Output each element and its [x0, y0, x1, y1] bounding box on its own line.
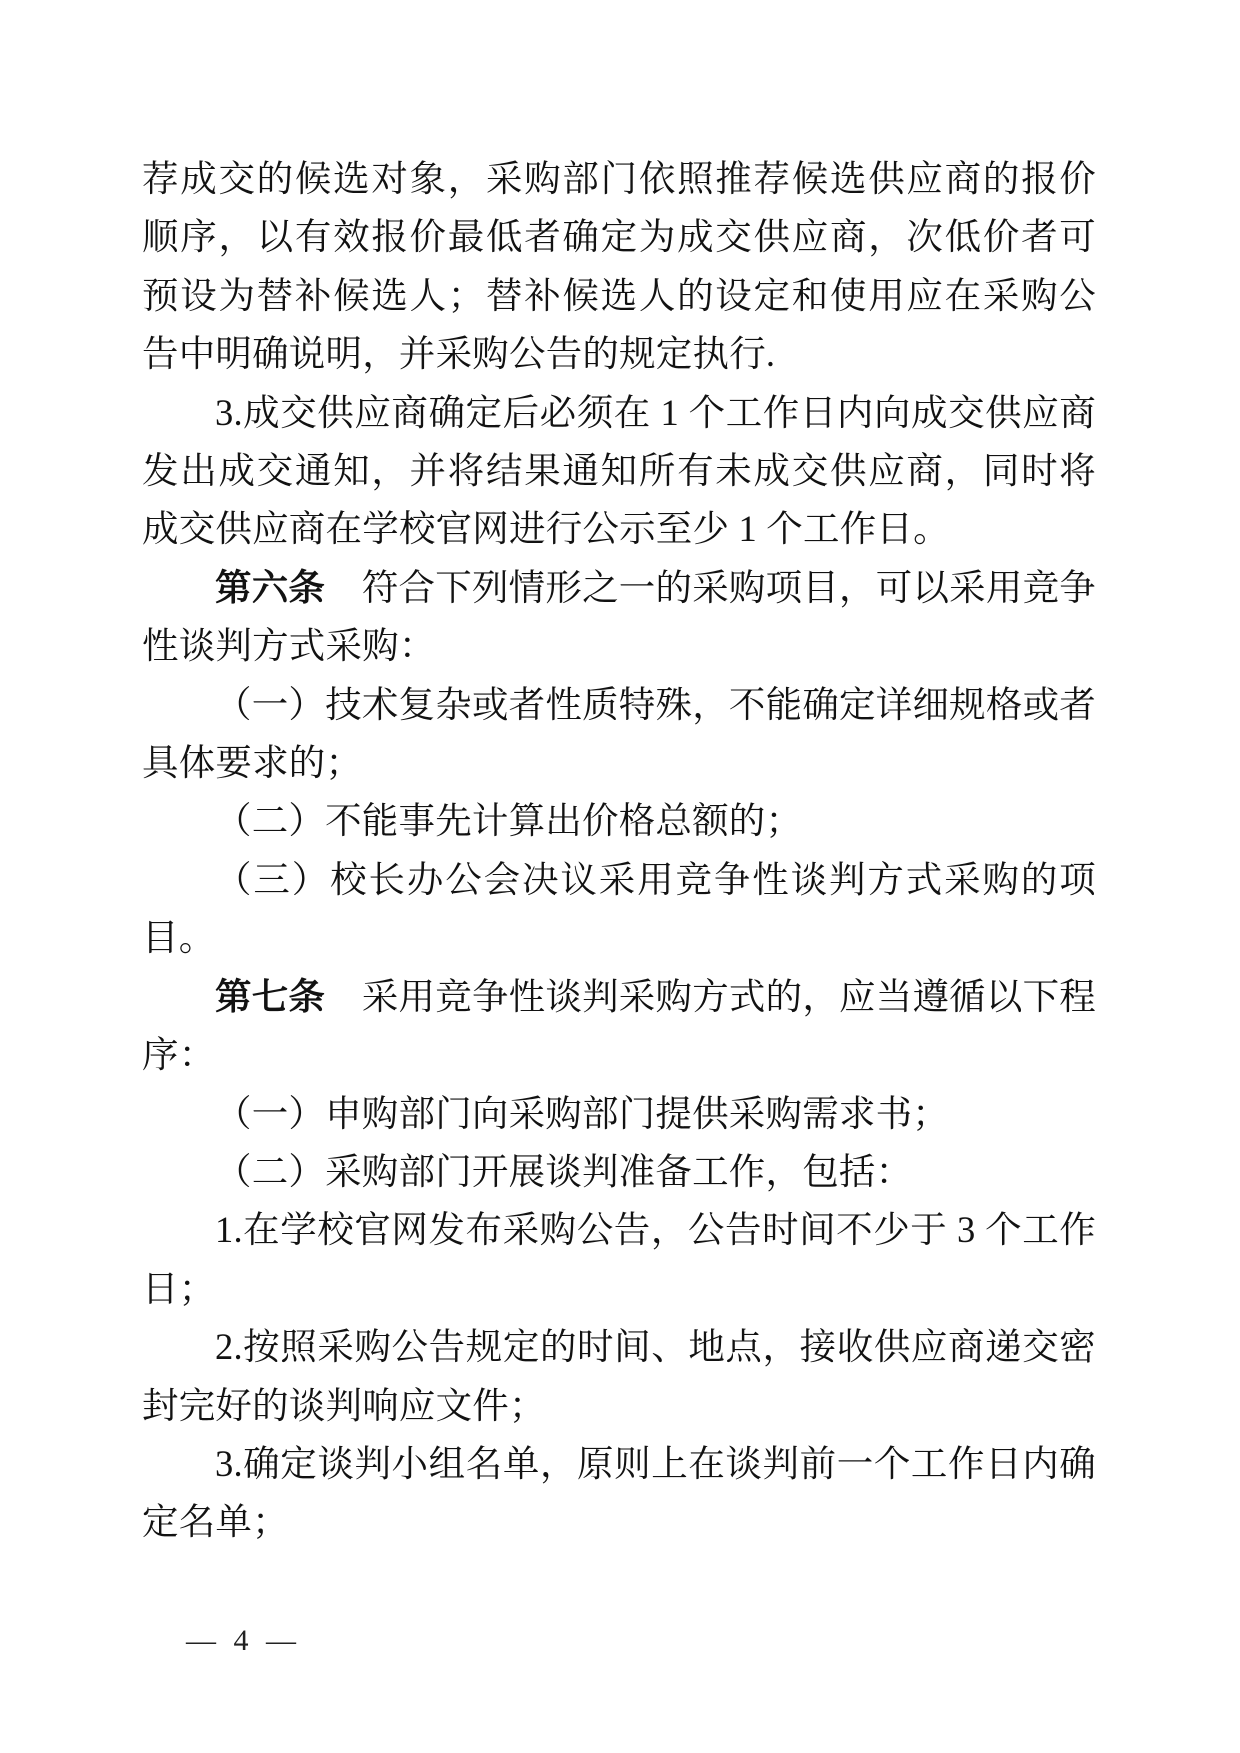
document-body [142, 150, 1096, 1552]
paragraph [142, 1318, 1096, 1435]
paragraph-text: 符合下列情形之一的采购项目，可以采用竞争性谈判方式采购： [142, 566, 1096, 667]
paragraph-text: 2.按照采购公告规定的时间、地点，接收供应商递交密封完好的谈判响应文件； [142, 1326, 1096, 1426]
paragraph-text: （二）采购部门开展谈判准备工作，包括： [215, 1150, 913, 1192]
article-number: 第七条 [215, 975, 326, 1017]
paragraph-text: （一）申购部门向采购部门提供采购需求书； [215, 1092, 949, 1134]
paragraph [142, 1201, 1096, 1318]
paragraph [142, 968, 1096, 1085]
paragraph [142, 851, 1096, 968]
paragraph [142, 384, 1096, 559]
paragraph [142, 1143, 1096, 1201]
paragraph [142, 1085, 1096, 1143]
paragraph [142, 792, 1096, 850]
article-number: 第六条 [215, 566, 326, 608]
paragraph [142, 1435, 1096, 1552]
paragraph [142, 676, 1096, 793]
paragraph-text: （一）技术复杂或者性质特殊，不能确定详细规格或者具体要求的； [142, 683, 1096, 784]
paragraph-text: 3.确定谈判小组名单，原则上在谈判前一个工作日内确定名单； [142, 1442, 1096, 1543]
paragraph-text: 3.成交供应商确定后必须在 1 个工作日内向成交供应商发出成交通知，并将结果通知所有未成交供应商，同时将成交供应商在学校官网进行公示至少 1 个工作日。 [142, 391, 1096, 550]
paragraph-text: （三）校长办公会决议采用竞争性谈判方式采购的项目。 [142, 858, 1096, 959]
paragraph-text: 1.在学校官网发布采购公告，公告时间不少于 3 个工作日； [142, 1209, 1096, 1309]
paragraph [142, 559, 1096, 676]
page-number: — 4 — [186, 1624, 297, 1657]
paragraph-text: 采用竞争性谈判采购方式的，应当遵循以下程序： [142, 975, 1096, 1076]
paragraph-text: 荐成交的候选对象，采购部门依照推荐候选供应商的报价顺序，以有效报价最低者确定为成交供应商，次低价者可预设为替补候选人；替补候选人的设定和使用应在采购公告中明确说明，并采购公告的规定执行. [142, 158, 1096, 375]
paragraph [142, 150, 1096, 384]
paragraph-text: （二）不能事先计算出价格总额的； [215, 800, 803, 842]
